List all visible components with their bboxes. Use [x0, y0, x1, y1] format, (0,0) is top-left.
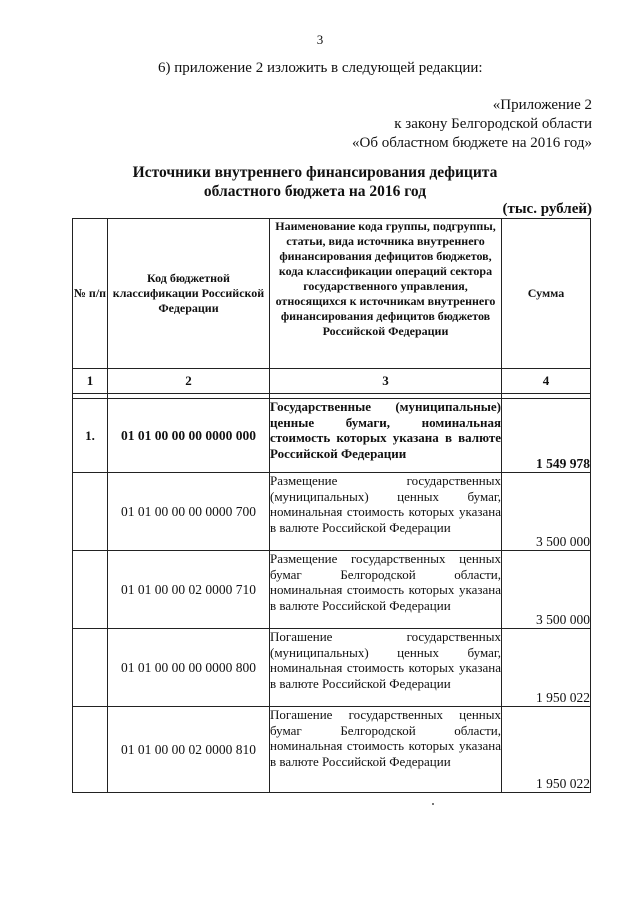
row-number: 1. — [73, 399, 108, 473]
page-number: 3 — [316, 32, 324, 47]
appendix-line-3: «Об областном бюджете на 2016 год» — [352, 135, 592, 151]
appendix-line-1: «Приложение 2 — [492, 97, 592, 113]
row-budget-code: 01 01 00 00 02 0000 810 — [108, 707, 270, 793]
units-label: (тыс. рублей) — [502, 201, 592, 217]
appendix-reference — [352, 96, 592, 153]
header-number: № п/п — [73, 219, 108, 369]
document-title — [120, 163, 510, 201]
row-code-name: Размещение государственных (муниципальных) ценных бумаг, номинальная стоимость которых указана в валюте Российской Федерации — [270, 473, 502, 551]
row-number — [73, 551, 108, 629]
table-row — [73, 629, 591, 707]
row-sum: 3 500 000 — [502, 473, 591, 551]
row-budget-code: 01 01 00 00 02 0000 710 — [108, 551, 270, 629]
column-number-2: 2 — [108, 369, 270, 394]
row-code-name: Погашение государственных (муниципальных) ценных бумаг, номинальная стоимость которых указана в валюте Российской Федерации — [270, 629, 502, 707]
row-number — [73, 629, 108, 707]
column-number-1: 1 — [73, 369, 108, 394]
header-sum: Сумма — [502, 219, 591, 369]
table-row — [73, 707, 591, 793]
document-title-line-2: областного бюджета на 2016 год — [203, 183, 427, 200]
row-code-name: Погашение государственных ценных бумаг Белгородской области, номинальная стоимость которых указана в валюте Российской Федерации — [270, 707, 502, 793]
table-header-row — [73, 219, 591, 369]
row-budget-code: 01 01 00 00 00 0000 000 — [108, 399, 270, 473]
row-number — [73, 473, 108, 551]
row-code-name: Размещение государственных ценных бумаг Белгородской области, номинальная стоимость которых указана в валюте Российской Федерации — [270, 551, 502, 629]
row-budget-code: 01 01 00 00 00 0000 700 — [108, 473, 270, 551]
row-sum: 3 500 000 — [502, 551, 591, 629]
header-budget-code: Код бюджетной классификации Российской Федерации — [108, 219, 270, 369]
row-sum: 1 549 978 — [502, 399, 591, 473]
row-sum: 1 950 022 — [502, 629, 591, 707]
row-number — [73, 707, 108, 793]
header-code-name: Наименование кода группы, подгруппы, статьи, вида источника внутреннего финансирования дефицитов бюджетов, кода классификации операций сектора государственного управления, относящихся к источникам внутреннего финансирования дефицитов бюджетов Российской Федерации — [270, 219, 502, 369]
column-number-4: 4 — [502, 369, 591, 394]
scan-speck — [432, 803, 434, 805]
appendix-line-2: к закону Белгородской области — [394, 116, 592, 132]
table-row — [73, 473, 591, 551]
column-number-row — [73, 369, 591, 394]
amendment-intro-text: 6) приложение 2 изложить в следующей редакции: — [158, 60, 483, 76]
document-title-line-1: Источники внутреннего финансирования дефицита — [132, 164, 498, 181]
row-sum: 1 950 022 — [502, 707, 591, 793]
column-number-3: 3 — [270, 369, 502, 394]
row-code-name: Государственные (муниципальные) ценные бумаги, номинальная стоимость которых указана в валюте Российской Федерации — [270, 399, 502, 473]
row-budget-code: 01 01 00 00 00 0000 800 — [108, 629, 270, 707]
financing-sources-table — [72, 218, 591, 793]
table-row — [73, 551, 591, 629]
table-row — [73, 399, 591, 473]
